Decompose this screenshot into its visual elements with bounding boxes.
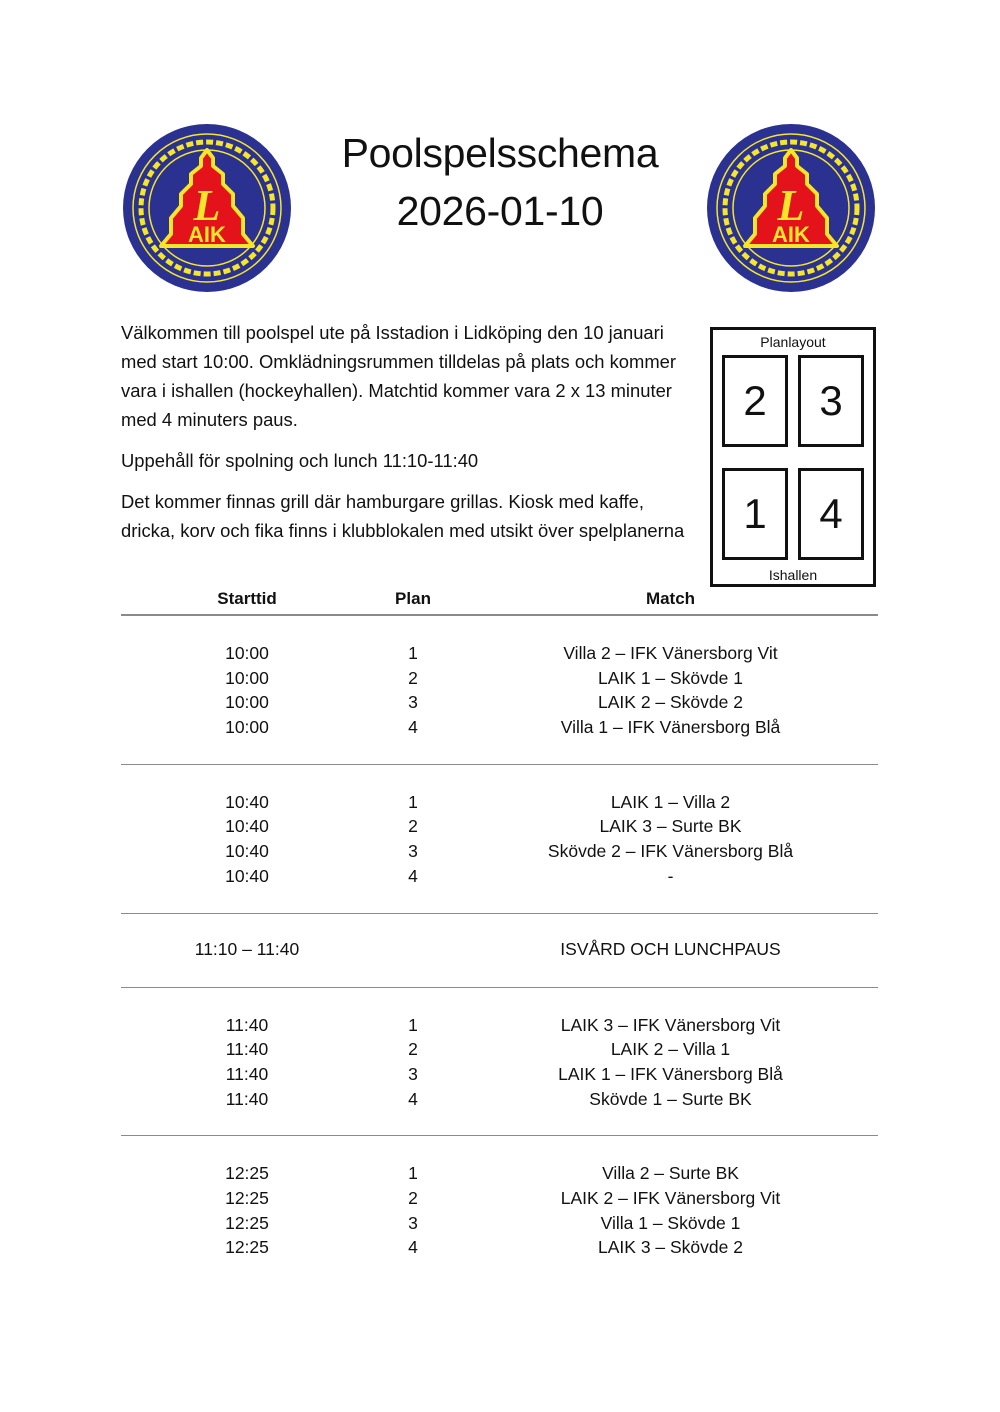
- cell-match: Skövde 2 – IFK Vänersborg Blå: [547, 841, 794, 862]
- cell-plan: 1: [408, 643, 418, 663]
- field-box: 1: [722, 468, 788, 560]
- field-layout-title: Planlayout: [760, 334, 826, 350]
- cell-plan: 2: [408, 1039, 418, 1060]
- table-row: [121, 666, 878, 691]
- cell-time: 10:40: [225, 841, 269, 862]
- cell-match: Villa 2 – IFK Vänersborg Vit: [563, 643, 778, 663]
- cell-time: 10:00: [225, 643, 269, 663]
- break-row: [121, 935, 878, 963]
- cell-plan: 3: [408, 692, 418, 713]
- field-layout-diagram: [710, 327, 876, 587]
- table-row: [121, 1037, 878, 1062]
- cell-time: 10:00: [225, 692, 269, 713]
- table-row: [121, 1211, 878, 1236]
- cell-time: 10:40: [225, 865, 269, 886]
- cell-match: LAIK 1 – Skövde 1: [598, 667, 743, 688]
- cell-time: 10:40: [225, 791, 269, 812]
- cell-time: 11:40: [225, 1014, 269, 1035]
- table-row: [121, 1013, 878, 1038]
- cell-plan: 1: [408, 1014, 418, 1035]
- cell-match: LAIK 3 – Skövde 2: [598, 1237, 743, 1258]
- field-layout-footer: Ishallen: [768, 567, 818, 583]
- cell-plan: 3: [408, 1063, 418, 1084]
- schedule-block: [121, 616, 878, 765]
- table-row: [121, 864, 878, 889]
- cell-plan: 4: [408, 717, 418, 738]
- schedule-block: [121, 1136, 878, 1284]
- cell-plan: 4: [408, 865, 418, 886]
- laik-crest-icon: [705, 122, 877, 294]
- cell-match: LAIK 3 – IFK Vänersborg Vit: [560, 1014, 781, 1035]
- cell-match: -: [667, 865, 674, 886]
- table-row: [121, 1186, 878, 1211]
- cell-plan: 4: [408, 1237, 418, 1258]
- club-logo-left: [121, 122, 293, 294]
- cell-plan: 3: [408, 1212, 418, 1233]
- cell-match: LAIK 2 – Villa 1: [610, 1039, 731, 1060]
- cell-match: LAIK 3 – Surte BK: [599, 816, 742, 837]
- cell-match: Villa 1 – Skövde 1: [600, 1212, 741, 1233]
- svg-text:L: L: [777, 181, 805, 230]
- intro-paragraph: Uppehåll för spolning och lunch 11:10-11:40: [121, 450, 479, 471]
- cell-plan: 2: [408, 667, 418, 688]
- cell-time: 10:00: [225, 667, 269, 688]
- svg-text:AIK: AIK: [772, 222, 810, 247]
- table-row: [121, 1235, 878, 1260]
- schedule-table: [121, 589, 878, 1284]
- laik-crest-icon: [121, 122, 293, 294]
- header-match: Match: [645, 589, 696, 608]
- field-box: 3: [798, 355, 864, 447]
- break-label: ISVÅRD OCH LUNCHPAUS: [560, 938, 781, 959]
- table-row: [121, 814, 878, 839]
- cell-plan: 1: [408, 791, 418, 812]
- cell-match: LAIK 1 – IFK Vänersborg Blå: [558, 1063, 783, 1084]
- cell-time: 11:40: [225, 1088, 269, 1109]
- intro-paragraph: Det kommer finnas grill där hamburgare grillas. Kiosk med kaffe, dricka, korv och fika finns i klubblokalen med utsikt över spelplanerna: [121, 491, 685, 541]
- cell-match: Skövde 1 – Surte BK: [589, 1088, 752, 1109]
- cell-plan: 2: [408, 816, 418, 837]
- cell-time: 10:40: [225, 816, 269, 837]
- club-logo-right: [705, 122, 877, 294]
- schedule-block: [121, 765, 878, 914]
- field-box: 4: [798, 468, 864, 560]
- intro-text: [121, 318, 696, 557]
- title-line: Poolspelsschema: [341, 130, 659, 176]
- svg-text:L: L: [193, 181, 221, 230]
- cell-plan: 1: [408, 1163, 418, 1184]
- table-row: [121, 1062, 878, 1087]
- break-time: 11:10 – 11:40: [194, 938, 300, 959]
- cell-time: 11:40: [225, 1063, 269, 1084]
- page-title: [300, 124, 700, 240]
- cell-time: 12:25: [225, 1237, 269, 1258]
- table-row: [121, 641, 878, 666]
- table-row: [121, 690, 878, 715]
- cell-time: 12:25: [225, 1187, 269, 1208]
- cell-plan: 2: [408, 1187, 418, 1208]
- cell-match: LAIK 2 – IFK Vänersborg Vit: [560, 1187, 781, 1208]
- table-row: [121, 1161, 878, 1186]
- cell-match: LAIK 1 – Villa 2: [610, 791, 731, 812]
- cell-time: 12:25: [225, 1212, 269, 1233]
- cell-time: 12:25: [225, 1163, 269, 1184]
- cell-match: LAIK 2 – Skövde 2: [598, 692, 743, 713]
- cell-match: Villa 1 – IFK Vänersborg Blå: [560, 717, 781, 738]
- table-row: [121, 839, 878, 864]
- svg-text:AIK: AIK: [188, 222, 226, 247]
- lunch-break-block: [121, 914, 878, 988]
- cell-plan: 3: [408, 841, 418, 862]
- break-plan-empty: [373, 935, 453, 963]
- cell-match: Villa 2 – Surte BK: [602, 1163, 739, 1184]
- title-date: 2026-01-10: [396, 188, 604, 234]
- cell-time: 11:40: [225, 1039, 269, 1060]
- field-box: 2: [722, 355, 788, 447]
- cell-plan: 4: [408, 1088, 418, 1109]
- header-plan: Plan: [395, 589, 431, 608]
- cell-time: 10:00: [225, 717, 269, 738]
- table-row: [121, 715, 878, 740]
- table-header: [121, 589, 878, 616]
- schedule-block: [121, 988, 878, 1137]
- table-row: [121, 1087, 878, 1112]
- header-starttid: Starttid: [217, 589, 277, 608]
- table-row: [121, 790, 878, 815]
- intro-paragraph: Välkommen till poolspel ute på Isstadion i Lidköping den 10 januari med start 10:00. Omklädningsrummen tilldelas på plats och kommer vara i ishallen (hockeyhallen). Matchtid kommer vara 2 x 13 minuter med 4 minuters paus.: [121, 322, 677, 430]
